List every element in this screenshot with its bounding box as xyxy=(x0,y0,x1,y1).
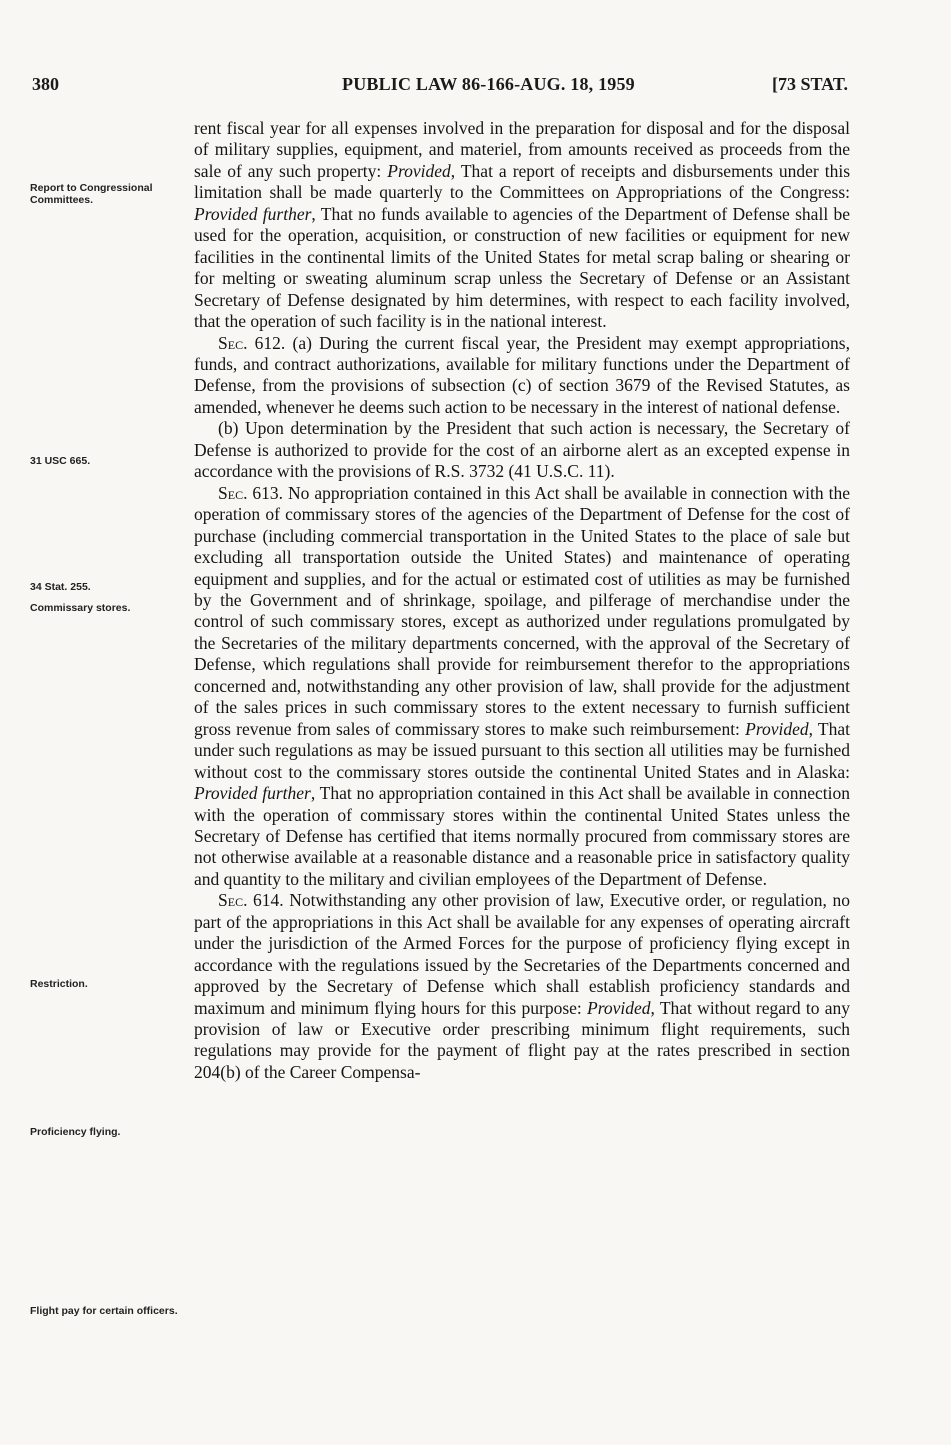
margin-note-report: Report to Congressional Committees. xyxy=(30,182,153,206)
volume-reference: [73 STAT. xyxy=(771,74,848,94)
margin-note-flight-pay: Flight pay for certain officers. xyxy=(30,1305,178,1317)
margin-note-restriction: Restriction. xyxy=(30,978,88,990)
running-head: PUBLIC LAW 86-166-AUG. 18, 1959 xyxy=(342,74,635,94)
section-613: Sec. 613. No appropriation contained in this Act shall be available in connection with the operation of commissary stores of the agencies of the Department of Defense for the cost of purchase (including commercial transportation in the United States to the place of sale but excluding all transportation outside the United States) and maintenance of operating equipment and supplies, and for the actual or estimated cost of utilities as may be furnished by the Government and of shrinkage, spoilage, and pilferage of merchandise under the control of such commissary stores, except as authorized under regulations promulgated by the Secretaries of the military departments concerned, with the approval of the Secretary of Defense, which regulations shall provide for reimbursement therefor to the appropriations concerned and, notwithstanding any other provision of law, shall provide for the adjustment of the sales prices in such commissary stores to the extent necessary to furnish sufficient gross revenue from sales of commissary stores to make such reimbursement: Provided, That under such regulations as may be issued pursuant to this section all utilities may be furnished without cost to the commissary stores outside the continental United States and in Alaska: Provided further, That no appropriation contained in this Act shall be available in connection with the operation of commissary stores within the continental United States unless the Secretary of Defense has certified that items normally procured from commissary stores are not otherwise available at a reasonable distance and a reasonable price in satisfactory quality and quantity to the military and civilian employees of the Department of Defense. xyxy=(194,482,850,889)
page-header xyxy=(32,74,852,98)
body-text xyxy=(194,118,850,1083)
paragraph-continued: rent fiscal year for all expenses involved in the preparation for disposal and for the disposal of military supplies, equipment, and materiel, from amounts received as proceeds from the sale of any such property: Provided, That a report of receipts and disbursements under this limitation shall be made quarterly to the Committees on Appropriations of the Congress: Provided further, That no funds available to agencies of the Department of Defense shall be used for the operation, acquisition, or construction of new facilities or equipment for new facilities in the continental limits of the United States for metal scrap baling or shearing or for melting or sweating aluminum scrap unless the Secretary of Defense or an Assistant Secretary of Defense designated by him determines, with respect to each facility involved, that the operation of such facility is in the national interest. xyxy=(194,118,851,332)
section-612-b: (b) Upon determination by the President that such action is necessary, the Secretary of Defense is authorized to provide for the cost of an airborne alert as an excepted expense in accordance with the provisions of R.S. 3732 (41 U.S.C. 11). xyxy=(194,418,850,482)
page-number: 380 xyxy=(32,74,59,94)
margin-note-usc: 31 USC 665. xyxy=(30,455,91,467)
margin-note-proficiency: Proficiency flying. xyxy=(30,1126,121,1138)
section-614: Sec. 614. Notwithstanding any other provision of law, Executive order, or regulation, no part of the appropriations in this Act shall be available for any expenses of operating aircraft under the jurisdiction of the Armed Forces for the purpose of proficiency flying except in accordance with the regulations issued by the Secretaries of the Departments concerned and approved by the Secretary of Defense which shall establish proficiency standards and maximum and minimum flying hours for this purpose: Provided, That without regard to any provision of law or Executive order prescribing minimum flight requirements, such regulations may provide for the payment of flight pay at the rates prescribed in section 204(b) of the Career Compensa- xyxy=(194,890,851,1082)
margin-note-commissary: Commissary stores. xyxy=(30,602,131,614)
margin-note-stat: 34 Stat. 255. xyxy=(30,581,91,593)
section-612-a: Sec. 612. (a) During the current fiscal year, the President may exempt appropriations, funds, and contract authorizations, available for military functions under the Department of Defense, from the provisions of subsection (c) of section 3679 of the Revised Statutes, as amended, whenever he deems such action to be necessary in the interest of national defense. xyxy=(194,332,850,417)
